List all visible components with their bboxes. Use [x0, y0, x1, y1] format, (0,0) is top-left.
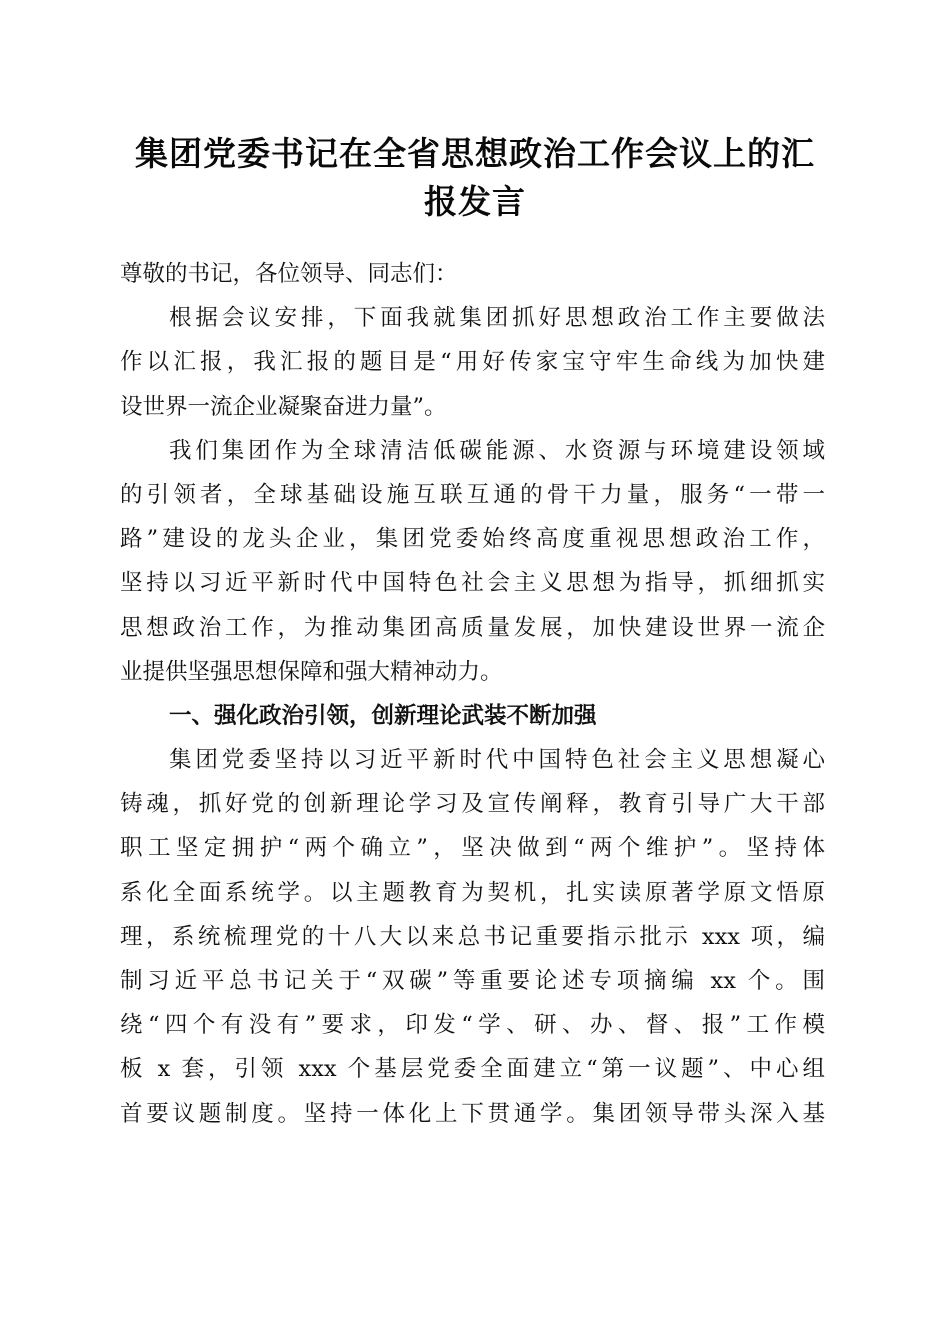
paragraph-line: 系化全面系统学。以主题教育为契机，扎实读原著学原文悟原 — [120, 879, 825, 906]
document-body — [120, 252, 825, 1136]
paragraph-line: 根据会议安排，下面我就集团抓好思想政治工作主要做法 — [169, 305, 825, 332]
paragraph-line: 作以汇报，我汇报的题目是“用好传家宝守牢生命线为加快建 — [120, 349, 825, 376]
paragraph-line: 坚持以习近平新时代中国特色社会主义思想为指导，抓细抓实 — [120, 570, 825, 597]
title-line-2: 报发言 — [424, 182, 526, 221]
paragraph-line: 铸魂，抓好党的创新理论学习及宣传阐释，教育引导广大干部 — [120, 791, 825, 818]
paragraph-line: 绕“四个有没有”要求，印发“学、研、办、督、报”工作模 — [120, 1012, 825, 1039]
paragraph-line: 首要议题制度。坚持一体化上下贯通学。集团领导带头深入基 — [120, 1100, 825, 1127]
paragraph-line: 我们集团作为全球清洁低碳能源、水资源与环境建设领域 — [169, 437, 825, 464]
paragraph-line: 的引领者，全球基础设施互联互通的骨干力量，服务“一带一 — [120, 481, 825, 508]
paragraph-1 — [120, 296, 825, 429]
paragraph-line: 制习近平总书记关于“双碳”等重要论述专项摘编 xx 个。围 — [120, 968, 825, 994]
title-line-1: 集团党委书记在全省思想政治工作会议上的汇 — [135, 134, 815, 173]
paragraph-3 — [120, 738, 825, 1136]
paragraph-line: 理，系统梳理党的十八大以来总书记重要指示批示 xxx 项，编 — [120, 923, 825, 950]
paragraph-line: 职工坚定拥护“两个确立”，坚决做到“两个维护”。坚持体 — [120, 835, 825, 862]
paragraph-line: 集团党委坚持以习近平新时代中国特色社会主义思想凝心 — [169, 747, 825, 774]
paragraph-line: 业提供坚强思想保障和强大精神动力。 — [120, 658, 503, 685]
paragraph-line: 设世界一流企业凝聚奋进力量”。 — [120, 393, 447, 420]
paragraph-2 — [120, 429, 825, 694]
salutation: 尊敬的书记，各位领导、同志们： — [120, 261, 458, 287]
paragraph-line: 思想政治工作，为推动集团高质量发展，加快建设世界一流企 — [120, 614, 825, 641]
section-heading-1: 一、强化政治引领，创新理论武装不断加强 — [169, 702, 597, 729]
paragraph-line: 路”建设的龙头企业，集团党委始终高度重视思想政治工作， — [120, 526, 825, 553]
document-title — [100, 130, 850, 226]
paragraph-line: 板 x 套，引领 xxx 个基层党委全面建立“第一议题”、中心组 — [120, 1056, 825, 1083]
